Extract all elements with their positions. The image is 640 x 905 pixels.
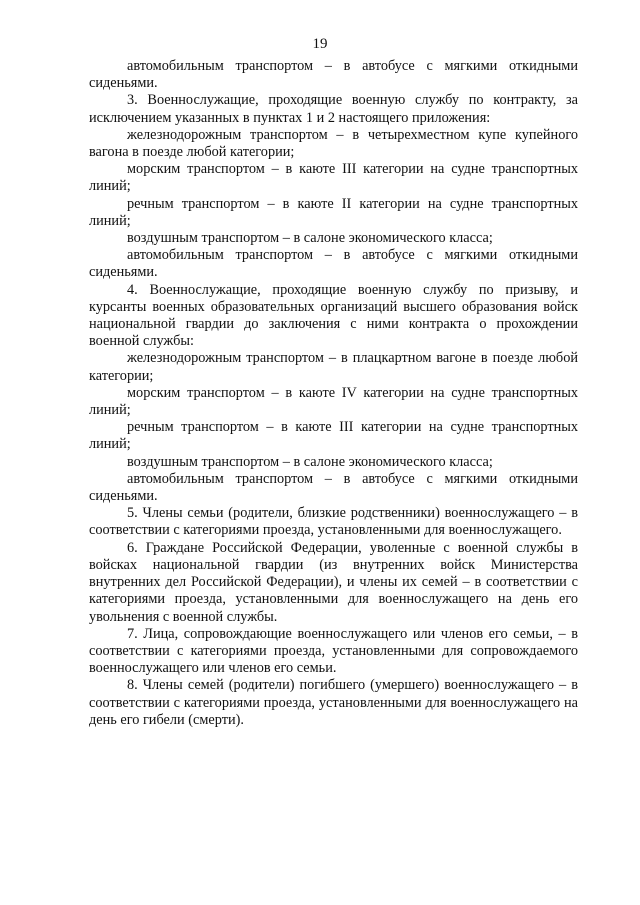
paragraph: воздушным транспортом – в салоне экономического класса; <box>127 230 493 247</box>
paragraph: 8. Члены семей (родители) погибшего (умершего) военнослужащего – в соответствии с категориями проезда, установленными для военнослужащего на день его гибели (смерти). <box>89 677 578 728</box>
paragraph: речным транспортом – в каюте III категории на судне транспортных линий; <box>89 419 578 453</box>
paragraph: морским транспортом – в каюте IV категории на судне транспортных линий; <box>89 384 578 419</box>
paragraph: 5. Члены семьи (родители, близкие родственники) военнослужащего – в соответствии с категориями проезда, установленными для военнослужащего. <box>89 505 578 539</box>
paragraph: 4. Военнослужащие, проходящие военную службу по призыву, и курсанты военных образовательных организаций высшего образования войск национальной гвардии до заключения с ними контракта о прохождении военной службы: <box>89 281 578 350</box>
page-number: 19 <box>312 36 328 52</box>
paragraph: речным транспортом – в каюте II категории на судне транспортных линий; <box>89 195 578 229</box>
paragraph: морским транспортом – в каюте III категории на судне транспортных линий; <box>89 161 578 195</box>
paragraph: железнодорожным транспортом – в четырехместном купе купейного вагона в поезде любой категории; <box>89 126 578 161</box>
paragraph: 3. Военнослужащие, проходящие военную службу по контракту, за исключением указанных в пунктах 1 и 2 настоящего приложения: <box>89 92 578 126</box>
paragraph: 7. Лица, сопровождающие военнослужащего или членов его семьи, – в соответствии с категориями проезда, установленными для сопровождаемого военнослужащего или членов его семьи. <box>89 625 578 677</box>
paragraph: автомобильным транспортом – в автобусе с мягкими откидными сиденьями. <box>89 470 578 505</box>
paragraph: воздушным транспортом – в салоне экономического класса; <box>127 453 493 470</box>
paragraph: 6. Граждане Российской Федерации, уволенные с военной службы в войсках национальной гвардии (из внутренних войск Министерства внутренних дел Российской Федерации), и члены их семей – в соответствии с категориями проезда, установленными для военнослужащего на день его увольнения с военной службы. <box>89 539 578 625</box>
paragraph: железнодорожным транспортом – в плацкартном вагоне в поезде любой категории; <box>89 350 578 384</box>
paragraph: автомобильным транспортом – в автобусе с мягкими откидными сиденьями. <box>89 247 578 281</box>
paragraph: автомобильным транспортом – в автобусе с мягкими откидными сиденьями. <box>89 58 578 92</box>
document-body <box>89 58 578 729</box>
